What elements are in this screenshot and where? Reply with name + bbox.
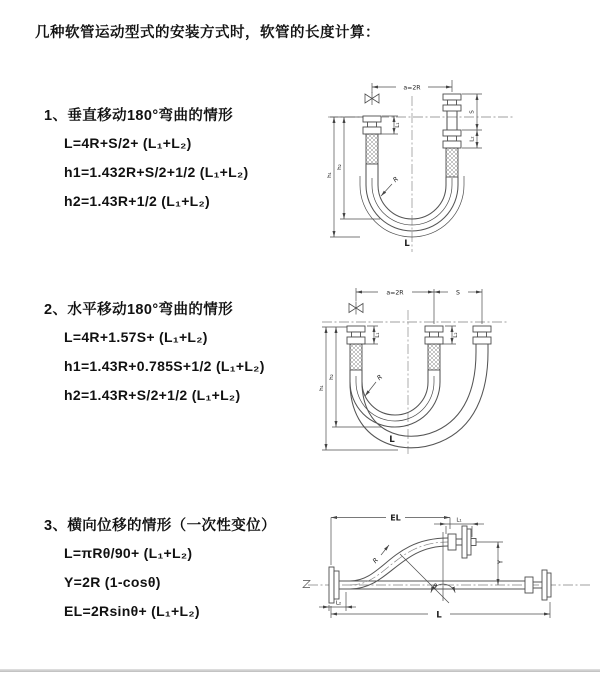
section-1-formulas (64, 135, 249, 209)
formula-line: L=4R+1.57S+ (L₁+L₂) (64, 329, 208, 345)
page-bottom-edge (0, 669, 600, 672)
formula-line: h2=1.43R+S/2+1/2 (L₁+L₂) (64, 387, 241, 403)
d1-dim-l1-label: L₁ (395, 122, 401, 128)
hose-deflected-position (339, 526, 476, 589)
d2-dim-s-label: S (456, 289, 460, 297)
formula-line: Y=2R (1-cosθ) (64, 574, 161, 590)
angle-theta-construction (400, 532, 455, 603)
formula-line: h1=1.43R+0.785S+1/2 (L₁+L₂) (64, 358, 265, 374)
d1-dim-l2-label: L₂ (469, 136, 476, 142)
formula-line: L=4R+S/2+ (L₁+L₂) (64, 135, 192, 151)
valve-icon (365, 92, 379, 105)
middle-end-fitting (425, 326, 443, 370)
d3-length-label: L (436, 610, 442, 621)
d1-dim-s-label: S (469, 110, 476, 114)
left-end-fitting (347, 326, 365, 370)
diagram-lateral-displacement (300, 504, 595, 652)
formula-line: h1=1.432R+S/2+1/2 (L₁+L₂) (64, 164, 249, 180)
d1-dim-h2-label: h₂ (337, 164, 343, 170)
d2-radius-label: R (375, 372, 385, 382)
page-title: 几种软管运动型式的安装方式时，软管的长度计算： (35, 25, 380, 41)
d3-dim-l2-label: L₂ (335, 600, 342, 607)
diagram-horizontal-180-bend (312, 282, 592, 457)
d2-dim-a-label: a=2R (386, 289, 404, 297)
section-2-heading: 2、水平移动180°弯曲的情形 (44, 302, 234, 318)
section-2-formulas (64, 329, 265, 403)
section-vertical-180 (44, 104, 249, 209)
centre-line-symbol (303, 581, 310, 588)
section-3-heading: 3、横向位移的情形（一次性变位） (44, 518, 276, 534)
section-1-heading: 1、垂直移动180°弯曲的情形 (44, 108, 234, 124)
section-3-formulas (64, 545, 276, 619)
d2-dim-l1-label: L₁ (375, 332, 381, 338)
braided-hose-section (446, 148, 458, 177)
diagram-vertical-180-bend (310, 72, 595, 257)
right-end-fitting (443, 94, 461, 177)
section-lateral-displacement (44, 514, 276, 619)
section-horizontal-180 (44, 298, 265, 403)
left-end-fitting (363, 116, 381, 164)
braided-hose-section (366, 134, 378, 164)
d2-dim-l2-label: L₂ (453, 332, 459, 338)
d1-length-label: L (404, 239, 410, 249)
d1-radius-label: R (391, 174, 401, 184)
braided-hose-section (428, 344, 440, 370)
right-end-fitting-moved (473, 326, 491, 344)
d2-dim-h1-label: h₁ (319, 385, 325, 391)
hose-u-bend-position-1 (350, 376, 440, 427)
braided-hose-section (350, 344, 362, 370)
d2-length-label: L (389, 435, 395, 445)
d1-dim-a-label: a=2R (403, 84, 421, 92)
formula-line: h2=1.43R+1/2 (L₁+L₂) (64, 193, 211, 209)
d3-dim-el-label: EL (390, 513, 401, 523)
formula-line: EL=2Rsinθ+ (L₁+L₂) (64, 603, 200, 619)
valve-icon (349, 302, 363, 315)
left-end-fitting (329, 567, 339, 603)
d1-dim-h1-label: h₁ (327, 172, 333, 178)
d3-dim-y-label: Y (496, 559, 505, 565)
formula-line: L=πRθ/90+ (L₁+L₂) (64, 545, 193, 561)
d3-dim-l1-label: L₁ (456, 517, 462, 524)
d3-angle-label: θ (433, 582, 437, 591)
hose-u-bend-position-2 (350, 352, 488, 448)
d3-radius-label: R (371, 556, 381, 566)
d2-dim-h2-label: h₂ (329, 374, 335, 380)
